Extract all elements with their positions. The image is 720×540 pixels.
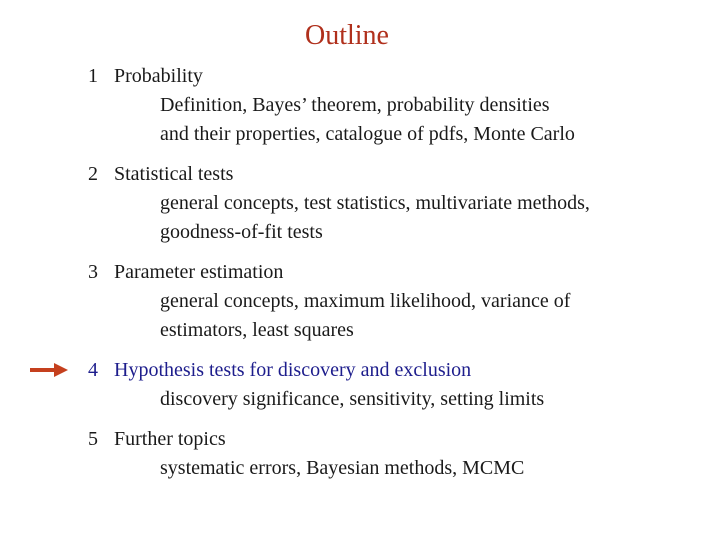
outline-list (88, 62, 698, 494)
outline-section-4 (88, 356, 698, 414)
subtopic-line: and their properties, catalogue of pdfs, Monte Carlo (160, 123, 575, 145)
outline-section-2 (88, 160, 698, 247)
section-title: Parameter estimation (114, 261, 284, 283)
arrow-icon (30, 362, 68, 378)
section-subtopics (88, 287, 698, 345)
section-number: 2 (88, 163, 98, 185)
slide-title: Outline (305, 20, 389, 51)
section-number: 3 (88, 261, 98, 283)
outline-section-3 (88, 258, 698, 345)
outline-section-5 (88, 425, 698, 483)
section-subtopics (88, 189, 698, 247)
section-heading (88, 62, 698, 91)
subtopic-line: general concepts, maximum likelihood, variance of (160, 290, 571, 312)
section-title: Hypothesis tests for discovery and exclusion (114, 359, 472, 381)
section-heading (88, 356, 698, 385)
subtopic-line: Definition, Bayes’ theorem, probability densities (160, 94, 550, 116)
section-subtopics (88, 385, 698, 414)
section-title: Statistical tests (114, 163, 234, 185)
outline-section-1 (88, 62, 698, 149)
subtopic-line: discovery significance, sensitivity, setting limits (160, 388, 545, 410)
subtopic-line: goodness-of-fit tests (160, 221, 323, 243)
subtopic-line: systematic errors, Bayesian methods, MCMC (160, 457, 525, 479)
section-subtopics (88, 91, 698, 149)
section-heading (88, 258, 698, 287)
section-number: 5 (88, 428, 98, 450)
section-subtopics (88, 454, 698, 483)
section-title: Probability (114, 65, 203, 87)
subtopic-line: general concepts, test statistics, multivariate methods, (160, 192, 590, 214)
section-number: 1 (88, 65, 98, 87)
section-heading (88, 425, 698, 454)
section-heading (88, 160, 698, 189)
section-title: Further topics (114, 428, 226, 450)
section-number: 4 (88, 359, 98, 381)
subtopic-line: estimators, least squares (160, 319, 354, 341)
